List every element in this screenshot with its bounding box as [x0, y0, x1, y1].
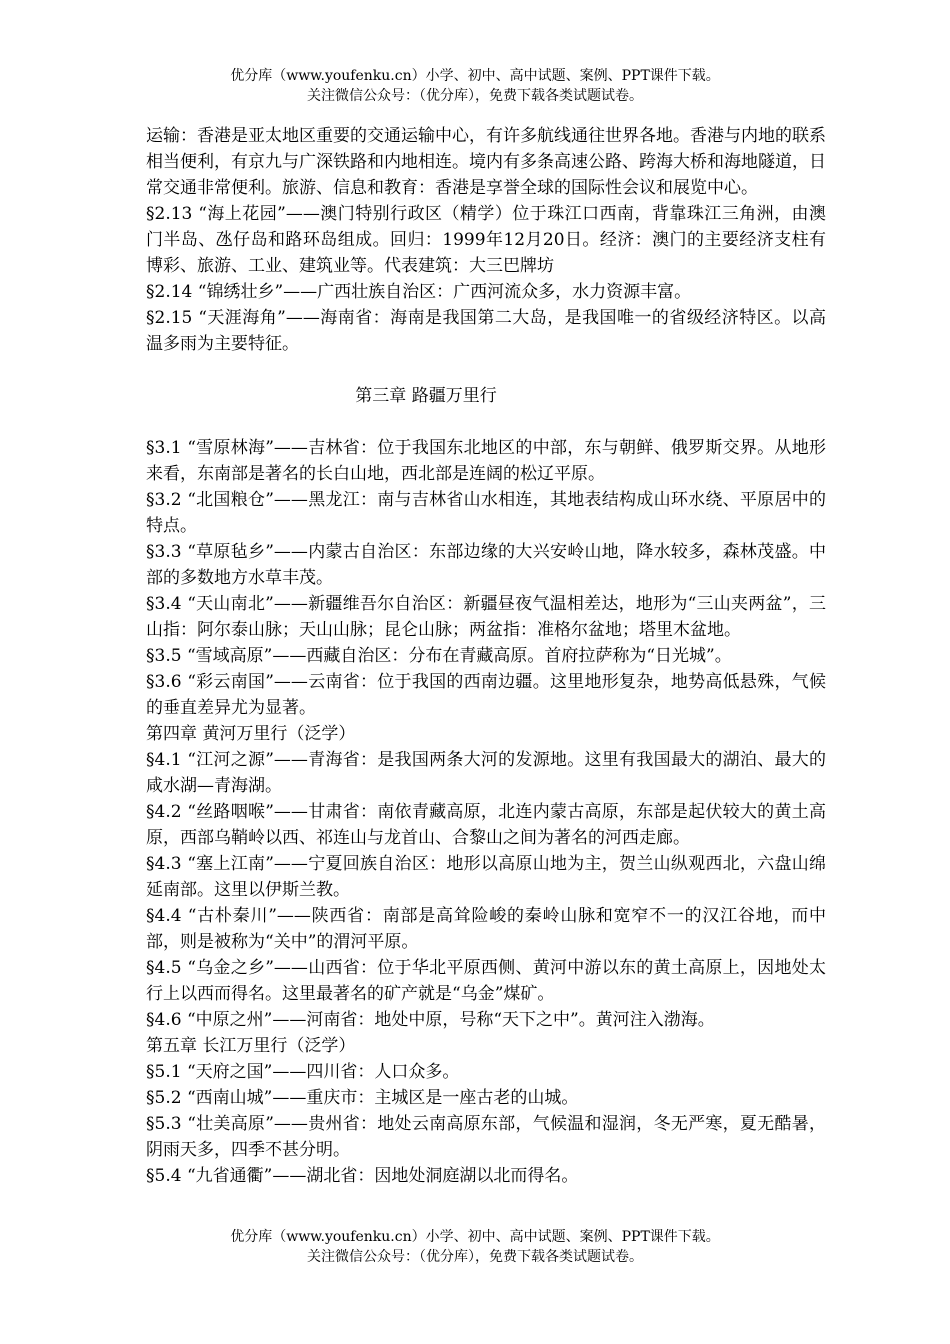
- paragraph-3-4: §3.4 “天山南北”——新疆维吾尔自治区：新疆昼夜气温相差达，地形为“三山夹两盆”，三山指：阿尔泰山脉；天山山脉；昆仑山脉；两盆指：准格尔盆地；塔里木盆地。: [146, 594, 826, 640]
- paragraph-4-3: §4.3 “塞上江南”——宁夏回族自治区：地形以高原山地为主，贺兰山纵观西北，六盘山绵延南部。这里以伊斯兰教。: [146, 854, 826, 900]
- paragraph-5-1: §5.1 “天府之国”——四川省：人口众多。: [146, 1062, 460, 1082]
- paragraph-4-5: §4.5 “乌金之乡”——山西省：位于华北平原西侧、黄河中游以东的黄土高原上，因地处太行上以西而得名。这里最著名的矿产就是“乌金”煤矿。: [146, 958, 826, 1004]
- paragraph-4-4: §4.4 “古朴秦川”——陕西省：南部是高耸险峻的秦岭山脉和宽窄不一的汉江谷地，而中部，则是被称为“关中”的渭河平原。: [146, 906, 826, 952]
- footer-wechat-line: 关注微信公众号：（优分库），免费下载各类试题试卷。: [307, 1249, 643, 1265]
- chapter-3-heading: 第三章 路疆万里行: [355, 386, 497, 406]
- page-header: [0, 66, 950, 106]
- paragraph-5-2: §5.2 “西南山城”——重庆市：主城区是一座古老的山城。: [146, 1088, 579, 1108]
- paragraph-2-13: §2.13 “海上花园”——澳门特别行政区（精学）位于珠江口西南，背靠珠江三角洲，由澳门半岛、氹仔岛和路环岛组成。回归：1999年12月20日。经济：澳门的主要经济支柱有博彩、旅游、工业、建筑业等。代表建筑：大三巴牌坊: [146, 204, 826, 276]
- paragraph-4-1: §4.1 “江河之源”——青海省：是我国两条大河的发源地。这里有我国最大的湖泊、最大的咸水湖—青海湖。: [146, 750, 826, 796]
- chapter-5-heading: 第五章 长江万里行（泛学）: [146, 1036, 356, 1056]
- paragraph-5-4: §5.4 “九省通衢”——湖北省：因地处洞庭湖以北而得名。: [146, 1166, 579, 1186]
- paragraph-3-6: §3.6 “彩云南国”——云南省：位于我国的西南边疆。这里地形复杂，地势高低悬殊，气候的垂直差异尤为显著。: [146, 672, 826, 718]
- page-footer: [0, 1227, 950, 1267]
- paragraph-3-3: §3.3 “草原毡乡”——内蒙古自治区：东部边缘的大兴安岭山地，降水较多，森林茂盛。中部的多数地方水草丰茂。: [146, 542, 826, 588]
- paragraph-4-2: §4.2 “丝路咽喉”——甘肃省：南依青藏高原，北连内蒙古高原，东部是起伏较大的黄土高原，西部乌鞘岭以西、祁连山与龙首山、合黎山之间为著名的河西走廊。: [146, 802, 826, 848]
- blank-line: [146, 409, 826, 435]
- document-body: [146, 123, 826, 1189]
- header-site-line: 优分库（www.youfenku.cn）小学、初中、高中试题、案例、PPT课件下载。: [230, 68, 720, 84]
- paragraph-3-2: §3.2 “北国粮仓”——黑龙江：南与吉林省山水相连，其地表结构成山环水绕、平原居中的特点。: [146, 490, 826, 536]
- paragraph-4-6: §4.6 “中原之州”——河南省：地处中原，号称“天下之中”。黄河注入渤海。: [146, 1010, 715, 1030]
- chapter-4-heading: 第四章 黄河万里行（泛学）: [146, 724, 356, 744]
- paragraph-hongkong-transport: 运输：香港是亚太地区重要的交通运输中心，有许多航线通往世界各地。香港与内地的联系相当便利，有京九与广深铁路和内地相连。境内有多条高速公路、跨海大桥和海地隧道，日常交通非常便利。旅游、信息和教育：香港是享誉全球的国际性会议和展览中心。: [146, 126, 826, 198]
- footer-site-line: 优分库（www.youfenku.cn）小学、初中、高中试题、案例、PPT课件下载。: [230, 1229, 720, 1245]
- paragraph-5-3: §5.3 “壮美高原”——贵州省：地处云南高原东部，气候温和湿润，冬无严寒，夏无酷暑，阴雨天多，四季不甚分明。: [146, 1114, 826, 1160]
- paragraph-2-14: §2.14 “锦绣壮乡”——广西壮族自治区：广西河流众多，水力资源丰富。: [146, 282, 692, 302]
- paragraph-2-15: §2.15 “天涯海角”——海南省：海南是我国第二大岛，是我国唯一的省级经济特区。以高温多雨为主要特征。: [146, 308, 826, 354]
- blank-line: [146, 357, 826, 383]
- paragraph-3-5: §3.5 “雪域高原”——西藏自治区：分布在青藏高原。首府拉萨称为“日光城”。: [146, 646, 732, 666]
- header-wechat-line: 关注微信公众号：（优分库），免费下载各类试题试卷。: [307, 88, 643, 104]
- paragraph-3-1: §3.1 “雪原林海”——吉林省：位于我国东北地区的中部，东与朝鲜、俄罗斯交界。从地形来看，东南部是著名的长白山地，西北部是连阔的松辽平原。: [146, 438, 826, 484]
